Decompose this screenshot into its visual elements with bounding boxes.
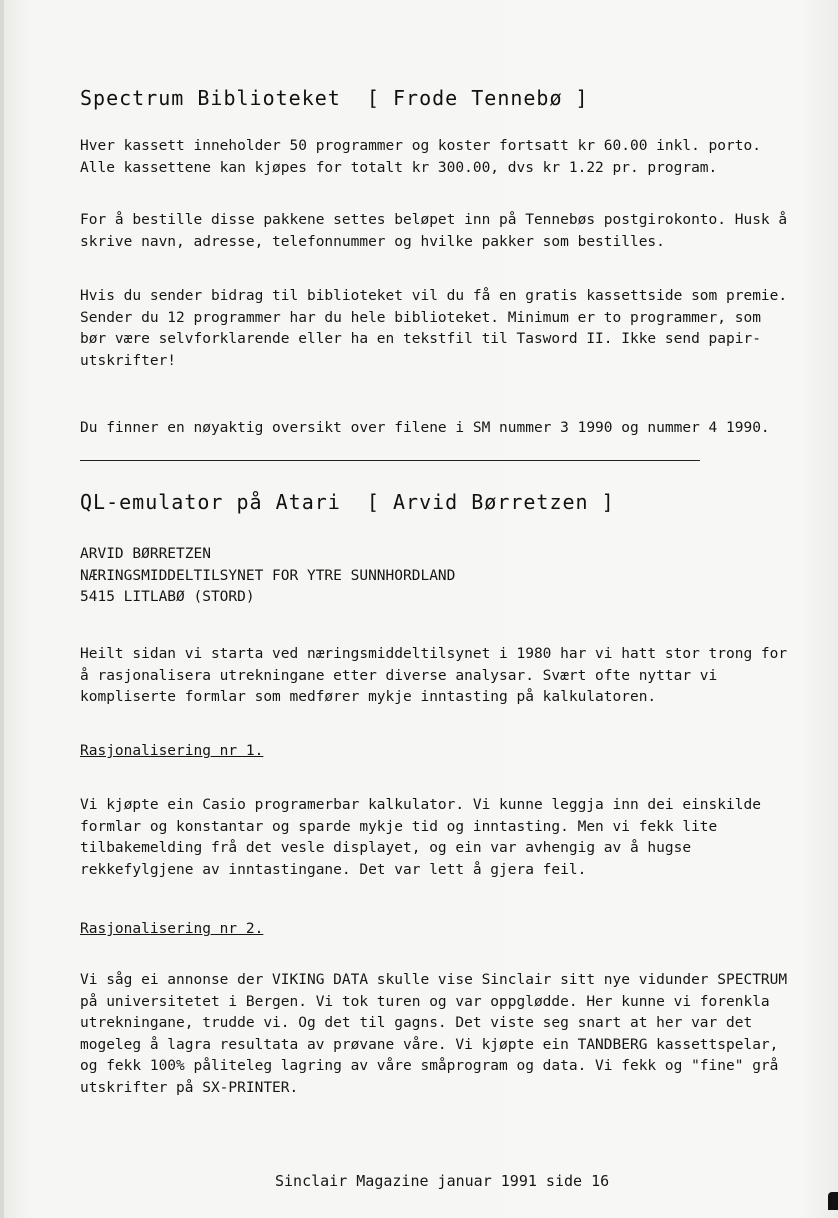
section-title-ql-emulator: QL-emulator på Atari [ Arvid Børretzen ] bbox=[80, 490, 615, 514]
paragraph-kassett-pris: Hver kassett inneholder 50 programmer og koster fortsatt kr 60.00 inkl. porto. Alle kassettene kan kjøpes for totalt kr 300.00, dvs kr 1.22 pr. program. bbox=[80, 138, 761, 176]
paragraph-oversikt: Du finner en nøyaktig oversikt over filene i SM nummer 3 1990 og nummer 4 1990. bbox=[80, 420, 770, 436]
paragraph-spectrum: Vi såg ei annonse der VIKING DATA skulle vise Sinclair sitt nye vidunder SPECTRUM på universitetet i Bergen. Vi tok turen og var oppglødde. Her kunne vi forenkla utrekningane, trudde vi. Og det til gagns. Det viste seg snart at her var det mogeleg å lagra resultata av prøvane våre. Vi kjøpte ein TANDBERG kassettspelar, og fekk 100% påliteleg lagring av våre småprogram og data. Vi fekk og "fine" grå utskrifter på SX-PRINTER. bbox=[80, 972, 788, 1096]
page-footer: Sinclair Magazine januar 1991 side 16 bbox=[275, 1172, 610, 1190]
author-address: ARVID BØRRETZEN NÆRINGSMIDDELTILSYNET FOR YTRE SUNNHORDLAND 5415 LITLABØ (STORD) bbox=[80, 546, 456, 605]
paragraph-bestilling: For å bestille disse pakkene settes beløpet inn på Tennebøs postgirokonto. Husk å skrive navn, adresse, telefonnummer og hvilke pakker som bestilles. bbox=[80, 212, 788, 250]
subheading-rasjonalisering-2: Rasjonalisering nr 2. bbox=[80, 921, 264, 937]
section-title-spectrum-biblioteket: Spectrum Biblioteket [ Frode Tennebø ] bbox=[80, 86, 589, 110]
page-edge-shadow bbox=[0, 0, 4, 1218]
section-divider bbox=[80, 460, 700, 461]
subheading-rasjonalisering-1: Rasjonalisering nr 1. bbox=[80, 743, 264, 759]
paragraph-intro: Heilt sidan vi starta ved næringsmiddeltilsynet i 1980 har vi hatt stor trong for å rasjonalisera utrekningane etter diverse analysar. Svært ofte nyttar vi kompliserte formlar som medfører mykje inntasting på kalkulatoren. bbox=[80, 646, 788, 705]
paragraph-casio: Vi kjøpte ein Casio programerbar kalkulator. Vi kunne leggja inn dei einskilde formlar og konstantar og sparde mykje tid og inntasting. Men vi fekk lite tilbakemelding frå det vesle displayet, og ein var avhengig av å hugse rekkefylgjene av inntastingane. Det var lett å gjera feil. bbox=[80, 797, 761, 878]
paragraph-bidrag: Hvis du sender bidrag til biblioteket vil du få en gratis kassettside som premie. Sender du 12 programmer har du hele biblioteket. Minimum er to programmer, som bør være selvforklarende eller ha en tekstfil til Tasword II. Ikke send papir- utskrifter! bbox=[80, 288, 788, 369]
edge-mark bbox=[828, 1192, 838, 1210]
